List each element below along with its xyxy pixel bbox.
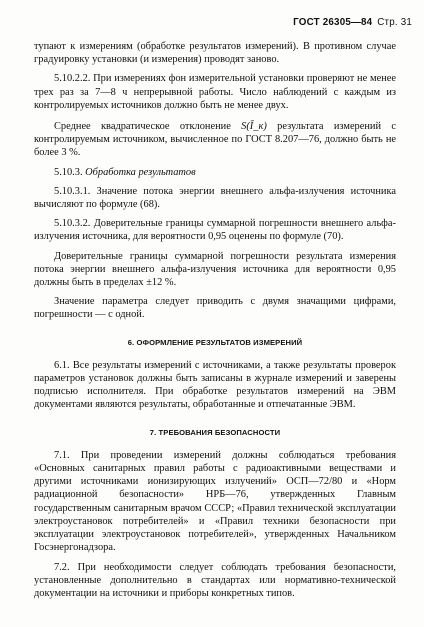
paragraph: Значение параметра следует приводить с двумя значащими цифрами, погрешности — с одной. — [34, 296, 396, 321]
paragraph: 5.10.3.1. Значение потока энергии внешнего альфа-излучения источника вычисляют по формуле (68). — [34, 185, 396, 211]
text-segment: Среднее квадратическое отклонение — [54, 121, 242, 133]
paragraph: Доверительные границы суммарной погрешности результата измерения потока энергии внешнего альфа-излучения источника для вероятности 0,95 должны быть в пределах ±12 %. — [34, 250, 396, 289]
paragraph: 6.1. Все результаты измерений с источниками, а также результаты проверок параметров установок должны быть записаны в журнале измерений и заверены подписью исполнителя. При обработке результатов измерений на ЭВМ документами являются результаты, обработанные и отпечатанные ЭВМ. — [34, 359, 396, 411]
paragraph: 5.10.2.2. При измерениях фон измерительной установки проверяют не менее трех раз за 7—8 ч непрерывной работы. Число наблюдений с каждым из контролируемых источников должно быть не менее двух. — [34, 73, 396, 111]
page-number: Стр. 31 — [377, 17, 412, 28]
standard-number: ГОСТ 26305—84 — [293, 17, 373, 28]
subsection-title — [34, 166, 396, 179]
section-heading: 6. ОФОРМЛЕНИЕ РЕЗУЛЬТАТОВ ИЗМЕРЕНИЙ — [127, 337, 303, 347]
subsection-name: Обработка результатов — [85, 166, 196, 178]
page-header — [293, 16, 412, 29]
paragraph: 5.10.3.2. Доверительные границы суммарной погрешности внешнего альфа-излучения источника, для вероятности 0,95 оценены по формуле (70). — [34, 218, 396, 243]
paragraph: 7.2. При необходимости следует соблюдать требования безопасности, установленные дополнительно в стандартах или нормативно-технической документации на источники и приборы конкретных типов. — [34, 561, 396, 599]
paragraph-with-formula — [34, 120, 396, 160]
formula: S(Ī_к) — [241, 121, 267, 133]
subsection-number: 5.10.3. — [54, 166, 86, 178]
section-heading: 7. ТРЕБОВАНИЯ БЕЗОПАСНОСТИ — [149, 427, 281, 437]
paragraph: 7.1. При проведении измерений должны соблюдаться требования «Основных санитарных правил работы с радиоактивными веществами и другими источниками ионизирующих излучений» ОСП—72/80 и «Норм радиационной безопасности» НРБ—76, утвержденных Главным государственным санитарным врачом СССР; «Правил технической эксплуатации электроустановок потребителей» и «Правил техники безопасности при эксплуатации электроустановок потребителей», утвержденных Начальником Госэнергонадзора. — [34, 449, 396, 554]
text-segment: результата измерений с контролируемым источником, вычисленное по ГОСТ 8.207—76, должно быть не более 3 %. — [34, 121, 396, 159]
paragraph: тупают к измерениям (обработке результатов измерений). В противном случае градуировку установки (и измерения) проводят заново. — [34, 41, 396, 66]
document-body — [34, 40, 396, 600]
